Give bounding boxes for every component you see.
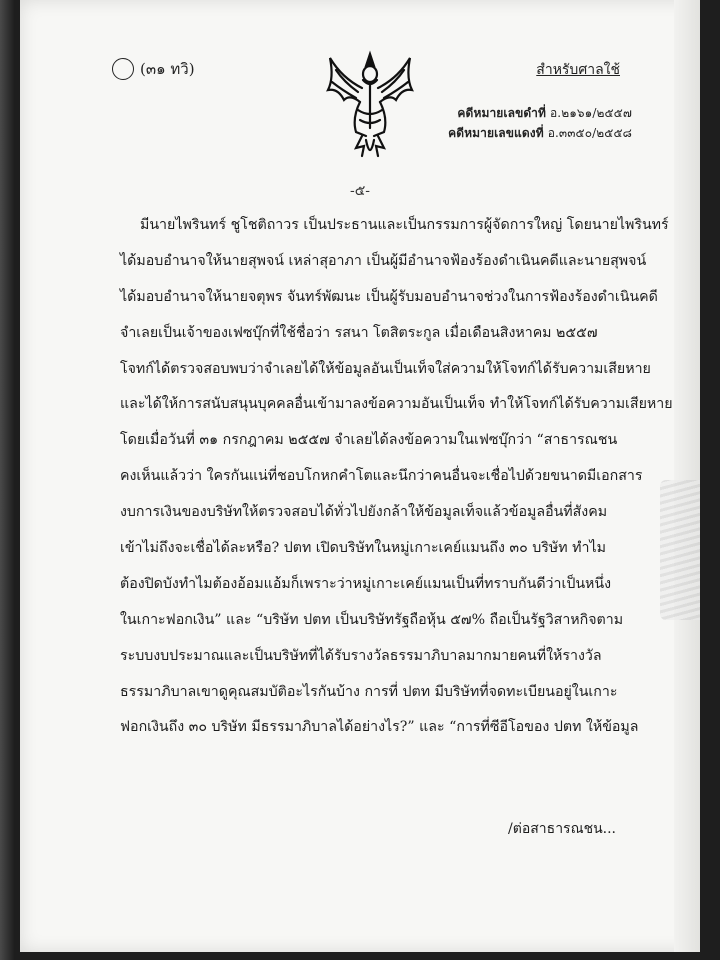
document-page: [20, 0, 700, 952]
body-line: ได้มอบอำนาจให้นายสุพจน์ เหล่าสุอาภา เป็นผู้มีอำนาจฟ้องร้องดำเนินคดีและนายสุพจน์: [120, 252, 647, 269]
body-text: [120, 208, 673, 746]
body-line: โจทก์ได้ตรวจสอบพบว่าจำเลยได้ให้ข้อมูลอันเป็นเท็จใส่ความให้โจทก์ได้รับความเสียหาย: [120, 360, 651, 377]
page-fold-shadow: [674, 0, 700, 952]
body-line: ธรรมาภิบาลเขาดูคุณสมบัติอะไรกันบ้าง การที่ ปตท มีบริษัทที่จดทะเบียนอยู่ในเกาะ: [120, 683, 618, 700]
garuda-emblem-icon: [322, 48, 418, 164]
form-number: (๓๑ ทวิ): [140, 60, 195, 78]
red-case-number: [448, 124, 632, 143]
black-case-value: อ.๒๑๖๑/๒๕๕๗: [549, 106, 632, 120]
body-line: ได้มอบอำนาจให้นายจตุพร จันทร์พัฒนะ เป็นผู้รับมอบอำนาจช่วงในการฟ้องร้องดำเนินคดี: [120, 288, 658, 305]
court-use-label: สำหรับศาลใช้: [536, 62, 620, 78]
court-seal-stamp: [660, 480, 700, 620]
body-line: จำเลยเป็นเจ้าของเฟซบุ๊กที่ใช้ชื่อว่า รสนา โตสิตระกูล เมื่อเดือนสิงหาคม ๒๕๕๗: [120, 324, 598, 341]
continuation-note: /ต่อสาธารณชน...: [508, 821, 616, 837]
body-line: และได้ให้การสนับสนุนบุคคลอื่นเข้ามาลงข้อความอันเป็นเท็จ ทำให้โจทก์ได้รับความเสียหาย: [120, 396, 673, 413]
body-line: เข้าไม่ถึงจะเชื่อได้ละหรือ? ปตท เปิดบริษัทในหมู่เกาะเคย์แมนถึง ๓๐ บริษัท ทำไม: [120, 540, 606, 557]
body-line: โดยเมื่อวันที่ ๓๑ กรกฎาคม ๒๕๕๗ จำเลยได้ลงข้อความในเฟซบุ๊กว่า “สาธารณชน: [120, 432, 618, 449]
black-case-number: [457, 104, 632, 123]
body-line: คงเห็นแล้วว่า ใครกันแน่ที่ชอบโกหกคำโตและนึกว่าคนอื่นจะเชื่อไปด้วยขนาดมีเอกสาร: [120, 468, 643, 485]
body-line: มีนายไพรินทร์ ชูโชติถาวร เป็นประธานและเป็นกรรมการผู้จัดการใหญ่ โดยนายไพรินทร์: [140, 217, 669, 233]
body-line: ฟอกเงินถึง ๓๐ บริษัท มีธรรมาภิบาลได้อย่างไร?” และ “การที่ซีอีโอของ ปตท ให้ข้อมูล: [120, 719, 639, 736]
red-case-label: คดีหมายเลขแดงที่: [448, 126, 544, 140]
body-line: งบการเงินของบริษัทให้ตรวจสอบได้ทั่วไปยังกล้าให้ข้อมูลเท็จแล้วข้อมูลอื่นที่สังคม: [120, 504, 608, 521]
page-number: -๕-: [349, 183, 371, 199]
black-case-label: คดีหมายเลขดำที่: [457, 106, 547, 120]
body-line: ระบบงบประมาณและเป็นบริษัทที่ได้รับรางวัลธรรมาภิบาลมากมายคนที่ให้รางวัล: [120, 647, 602, 664]
hole-punch-circle-icon: [112, 58, 134, 80]
body-line: ต้องปิดบังทำไมต้องอ้อมแอ้มก็เพราะว่าหมู่เกาะเคย์แมนเป็นที่ทราบกันดีว่าเป็นหนึ่ง: [120, 575, 612, 592]
red-case-value: อ.๓๓๕๐/๒๕๕๘: [547, 126, 632, 140]
body-line: ในเกาะฟอกเงิน” และ “บริษัท ปตท เป็นบริษัทรัฐถือหุ้น ๕๗% ถือเป็นรัฐวิสาหกิจตาม: [120, 611, 624, 628]
